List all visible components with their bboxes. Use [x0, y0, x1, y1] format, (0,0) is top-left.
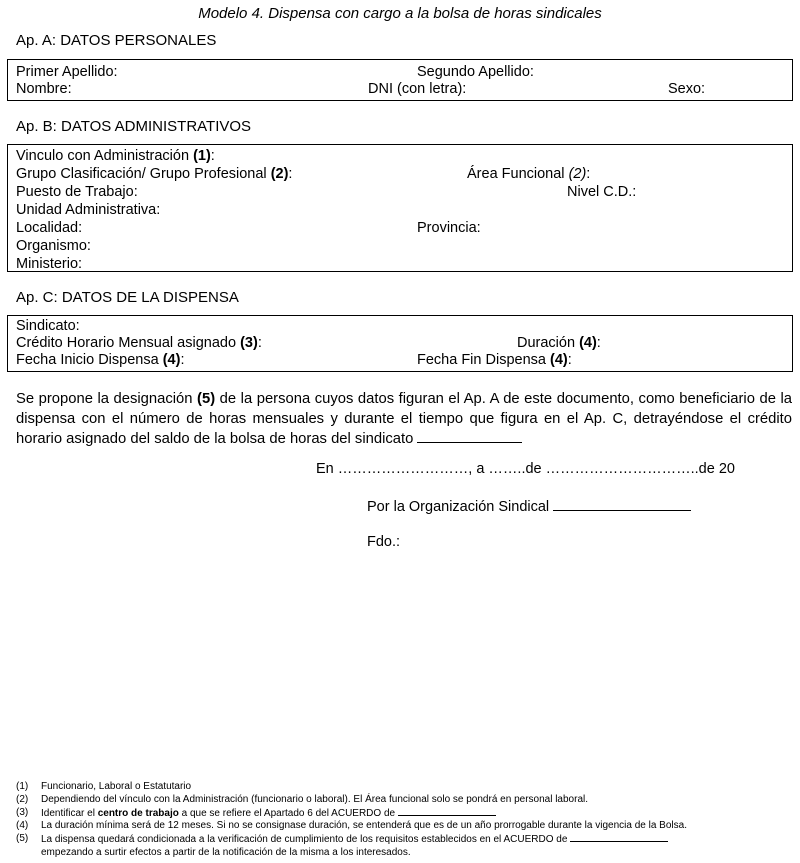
footnote-1: (1) Funcionario, Laboral o Estatutario	[16, 781, 192, 792]
organizacion-blank	[553, 498, 691, 511]
localidad-label: Localidad:	[16, 220, 83, 236]
place-date-line: En ………………………, a ……..de …………………………..de 20	[316, 461, 735, 477]
unidad-label: Unidad Administrativa:	[16, 202, 161, 218]
dni-label: DNI (con letra):	[368, 81, 467, 97]
section-b-box	[7, 144, 793, 272]
organizacion-sindical-line: Por la Organización Sindical	[367, 498, 691, 515]
area-funcional-label: Área Funcional (2):	[467, 166, 591, 182]
segundo-apellido-label: Segundo Apellido:	[417, 64, 534, 80]
footnote-2: (2) Dependiendo del vínculo con la Administración (funcionario o laboral). El Área funcional solo se pondrá en personal laboral.	[16, 794, 589, 805]
grupo-label: Grupo Clasificación/ Grupo Profesional (2):	[16, 166, 293, 182]
nombre-label: Nombre:	[16, 81, 72, 97]
sindicato-label: Sindicato:	[16, 318, 80, 334]
fdo-label: Fdo.:	[367, 534, 401, 550]
section-a-heading: Ap. A: DATOS PERSONALES	[16, 32, 217, 49]
organismo-label: Organismo:	[16, 238, 91, 254]
primer-apellido-label: Primer Apellido:	[16, 64, 118, 80]
ministerio-label: Ministerio:	[16, 256, 83, 272]
section-c-box	[7, 315, 793, 372]
provincia-label: Provincia:	[417, 220, 481, 236]
sindicato-blank	[417, 430, 522, 443]
duracion-label: Duración (4):	[517, 335, 601, 351]
section-b-heading: Ap. B: DATOS ADMINISTRATIVOS	[16, 118, 252, 135]
sexo-label: Sexo:	[668, 81, 706, 97]
proposal-paragraph: Se propone la designación (5) de la persona cuyos datos figuran el Ap. A de este documento, como beneficiario de la dispensa con el número de horas mensuales y durante el tiempo que figura en el Ap. C, detrayéndose el crédito horario asignado del saldo de la bolsa de horas del sindicato	[16, 391, 792, 447]
section-a-box	[7, 59, 793, 101]
vinculo-label: Vinculo con Administración (1):	[16, 148, 215, 164]
fecha-fin-label: Fecha Fin Dispensa (4):	[417, 352, 572, 368]
footnote-4: (4) La duración mínima será de 12 meses. Si no se consignase duración, se entenderá que es de un año prorrogable durante la vigencia de la Bolsa.	[16, 820, 687, 831]
puesto-label: Puesto de Trabajo:	[16, 184, 138, 200]
document-title: Modelo 4. Dispensa con cargo a la bolsa de horas sindicales	[198, 5, 602, 22]
section-c-heading: Ap. C: DATOS DE LA DISPENSA	[16, 289, 239, 306]
credito-label: Crédito Horario Mensual asignado (3):	[16, 335, 262, 351]
nivel-label: Nivel C.D.:	[567, 184, 637, 200]
footnote-5: (5) La dispensa quedará condicionada a la verificación de cumplimiento de los requisitos establecidos en el ACUERDO de empezando a surtir efectos a partir de la notificación de la misma a los interesados.	[16, 832, 796, 858]
footnote-3: (3) Identificar el centro de trabajo a que se refiere el Apartado 6 del ACUERDO de	[16, 806, 796, 819]
fecha-inicio-label: Fecha Inicio Dispensa (4):	[16, 352, 185, 368]
